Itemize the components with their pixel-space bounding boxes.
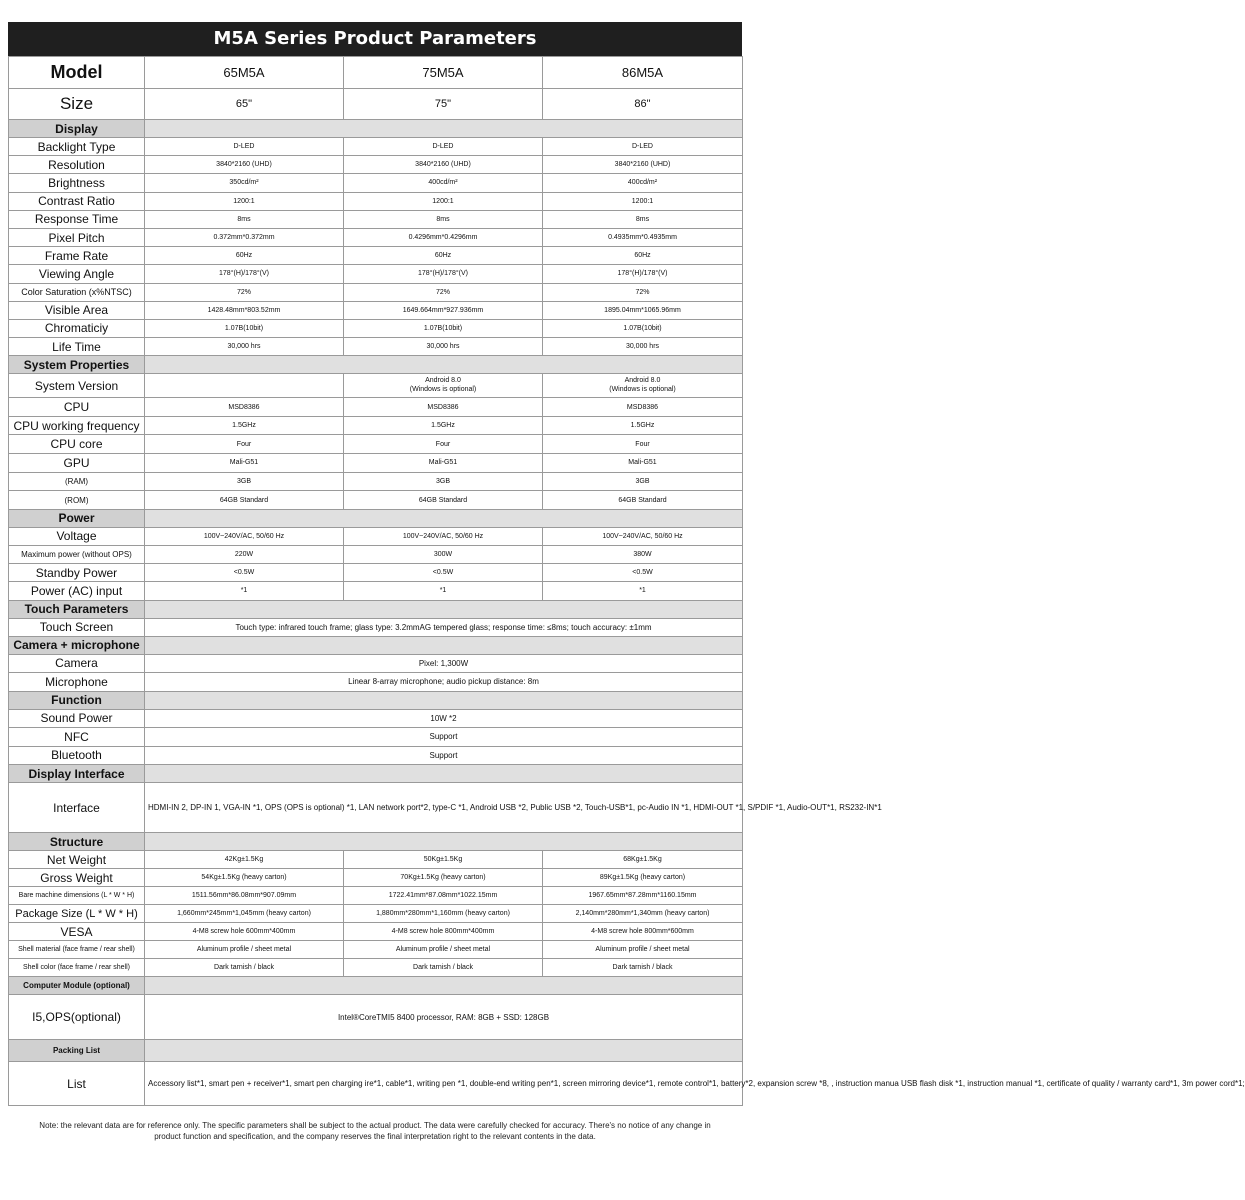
spec-label: (RAM) xyxy=(9,472,145,491)
spec-value: 178°(H)/178°(V) xyxy=(543,265,743,283)
spec-value: 1511.56mm*86.08mm*907.09mm xyxy=(145,887,344,905)
model-label: Model xyxy=(9,57,145,89)
spec-value: 54Kg±1.5Kg (heavy carton) xyxy=(145,869,344,887)
spec-sheet xyxy=(8,22,1245,1106)
spec-value: 300W xyxy=(344,546,543,564)
table-row xyxy=(9,228,743,246)
spec-value: Aluminum profile / sheet metal xyxy=(145,941,344,959)
section-fill xyxy=(145,120,743,138)
section-title-touch: Touch Parameters xyxy=(9,600,145,618)
spec-value: <0.5W xyxy=(344,564,543,582)
section-row-power xyxy=(9,509,743,527)
spec-value: 72% xyxy=(543,283,743,301)
table-row xyxy=(9,923,743,941)
spec-label: Power (AC) input xyxy=(9,582,145,600)
spec-value: *1 xyxy=(344,582,543,600)
table-row xyxy=(9,995,743,1040)
spec-value: 1.5GHz xyxy=(145,416,344,435)
spec-value: 1.5GHz xyxy=(543,416,743,435)
spec-value: Touch type: infrared touch frame; glass type: 3.2mmAG tempered glass; response time: ≤8ms; touch accuracy: ±1mm xyxy=(145,618,743,636)
section-fill xyxy=(145,977,743,995)
spec-value: Aluminum profile / sheet metal xyxy=(543,941,743,959)
spec-value: 3GB xyxy=(543,472,743,491)
spec-value: 400cd/m² xyxy=(344,174,543,192)
spec-value: Intel®CoreTMI5 8400 processor, RAM: 8GB + SSD: 128GB xyxy=(145,995,743,1040)
spec-label: Gross Weight xyxy=(9,869,145,887)
spec-value: 64GB Standard xyxy=(145,491,344,510)
section-fill xyxy=(145,636,743,654)
spec-value: Pixel: 1,300W xyxy=(145,654,743,673)
spec-label: Shell material (face frame / rear shell) xyxy=(9,941,145,959)
table-row xyxy=(9,654,743,673)
spec-value: <0.5W xyxy=(145,564,344,582)
os-name: Android 8.0 xyxy=(624,377,661,385)
table-row xyxy=(9,564,743,582)
spec-label: Viewing Angle xyxy=(9,265,145,283)
section-fill xyxy=(145,765,743,783)
size-value: 86" xyxy=(543,89,743,120)
spec-label: Visible Area xyxy=(9,301,145,319)
spec-value: 3840*2160 (UHD) xyxy=(543,156,743,174)
section-title-system: System Properties xyxy=(9,356,145,374)
disclaimer-note: Note: the relevant data are for reference only. The specific parameters shall be subject to the actual product. The data were carefully checked for accuracy. There's no notice of any change in product function and specification, and the company reserves the final interpretation right to the relevant contents in the data. xyxy=(39,1121,711,1142)
spec-value: 64GB Standard xyxy=(543,491,743,510)
spec-value: Mali-G51 xyxy=(344,454,543,473)
spec-value: 3GB xyxy=(145,472,344,491)
spec-value: 220W xyxy=(145,546,344,564)
section-row-packing xyxy=(9,1040,743,1062)
table-row xyxy=(9,887,743,905)
os-note: (Windows is optional) xyxy=(409,385,477,393)
spec-value: 0.372mm*0.372mm xyxy=(145,228,344,246)
spec-label: Sound Power xyxy=(9,709,145,728)
spec-value xyxy=(344,374,543,398)
spec-value: 68Kg±1.5Kg xyxy=(543,851,743,869)
table-row xyxy=(9,959,743,977)
spec-label: Color Saturation (x%NTSC) xyxy=(9,283,145,301)
table-row xyxy=(9,374,743,398)
section-title-power: Power xyxy=(9,509,145,527)
model-row xyxy=(9,57,743,89)
table-row xyxy=(9,527,743,545)
spec-value: 64GB Standard xyxy=(344,491,543,510)
size-row xyxy=(9,89,743,120)
spec-label: (ROM) xyxy=(9,491,145,510)
table-row xyxy=(9,869,743,887)
size-value: 65" xyxy=(145,89,344,120)
spec-value: 4-M8 screw hole 800mm*400mm xyxy=(344,923,543,941)
section-row-computer xyxy=(9,977,743,995)
model-name: 65M5A xyxy=(145,57,344,89)
spec-value: 178°(H)/178°(V) xyxy=(145,265,344,283)
spec-label: Voltage xyxy=(9,527,145,545)
table-row xyxy=(9,265,743,283)
spec-value: 1200:1 xyxy=(344,192,543,210)
spec-value: <0.5W xyxy=(543,564,743,582)
spec-value: Linear 8-array microphone; audio pickup distance: 8m xyxy=(145,673,743,692)
spec-value: 380W xyxy=(543,546,743,564)
spec-value: 42Kg±1.5Kg xyxy=(145,851,344,869)
table-row xyxy=(9,673,743,692)
section-row-display xyxy=(9,120,743,138)
table-row xyxy=(9,319,743,337)
spec-value: Mali-G51 xyxy=(145,454,344,473)
table-row xyxy=(9,283,743,301)
section-title-packing: Packing List xyxy=(9,1040,145,1062)
table-row xyxy=(9,416,743,435)
spec-label: CPU core xyxy=(9,435,145,454)
table-row xyxy=(9,783,743,833)
section-row-touch xyxy=(9,600,743,618)
table-row xyxy=(9,138,743,156)
spec-label: Package Size (L * W * H) xyxy=(9,905,145,923)
spec-label: Interface xyxy=(9,783,145,833)
table-row xyxy=(9,851,743,869)
spec-label: Bare machine dimensions (L * W * H) xyxy=(9,887,145,905)
spec-value: 60Hz xyxy=(344,247,543,265)
table-row xyxy=(9,398,743,417)
section-row-interface xyxy=(9,765,743,783)
table-row xyxy=(9,435,743,454)
spec-value: 4-M8 screw hole 600mm*400mm xyxy=(145,923,344,941)
page-title: M5A Series Product Parameters xyxy=(8,22,742,56)
spec-value: 400cd/m² xyxy=(543,174,743,192)
spec-value: 1.5GHz xyxy=(344,416,543,435)
spec-value: Four xyxy=(145,435,344,454)
section-fill xyxy=(145,1040,743,1062)
spec-value: 4-M8 screw hole 800mm*600mm xyxy=(543,923,743,941)
section-fill xyxy=(145,600,743,618)
size-label: Size xyxy=(9,89,145,120)
spec-label: Shell color (face frame / rear shell) xyxy=(9,959,145,977)
table-row xyxy=(9,582,743,600)
spec-value: MSD8386 xyxy=(344,398,543,417)
spec-value: Support xyxy=(145,728,743,747)
table-row xyxy=(9,301,743,319)
spec-value: Dark tarnish / black xyxy=(543,959,743,977)
spec-value: 50Kg±1.5Kg xyxy=(344,851,543,869)
table-row xyxy=(9,472,743,491)
table-row xyxy=(9,210,743,228)
table-row xyxy=(9,728,743,747)
spec-value: 1722.41mm*87.08mm*1022.15mm xyxy=(344,887,543,905)
spec-label: CPU xyxy=(9,398,145,417)
spec-value: 100V~240V/AC, 50/60 Hz xyxy=(543,527,743,545)
section-title-computer: Computer Module (optional) xyxy=(9,977,145,995)
spec-label: Resolution xyxy=(9,156,145,174)
table-row xyxy=(9,192,743,210)
spec-value: 60Hz xyxy=(543,247,743,265)
spec-value: 178°(H)/178°(V) xyxy=(344,265,543,283)
spec-label: Backlight Type xyxy=(9,138,145,156)
spec-label: NFC xyxy=(9,728,145,747)
spec-value: 1428.48mm*803.52mm xyxy=(145,301,344,319)
spec-value: 2,140mm*280mm*1,340mm (heavy carton) xyxy=(543,905,743,923)
spec-value: 1967.65mm*87.28mm*1160.15mm xyxy=(543,887,743,905)
spec-label: I5,OPS(optional) xyxy=(9,995,145,1040)
spec-value: 72% xyxy=(344,283,543,301)
spec-value: D-LED xyxy=(543,138,743,156)
spec-label: Life Time xyxy=(9,338,145,356)
spec-value: 8ms xyxy=(543,210,743,228)
section-row-function xyxy=(9,691,743,709)
os-note: (Windows is optional) xyxy=(609,385,676,393)
spec-value: 30,000 hrs xyxy=(145,338,344,356)
spec-value: 0.4296mm*0.4296mm xyxy=(344,228,543,246)
spec-label: Response Time xyxy=(9,210,145,228)
spec-value: 100V~240V/AC, 50/60 Hz xyxy=(344,527,543,545)
section-fill xyxy=(145,356,743,374)
table-row xyxy=(9,905,743,923)
spec-value: 30,000 hrs xyxy=(543,338,743,356)
table-row xyxy=(9,156,743,174)
spec-label: Touch Screen xyxy=(9,618,145,636)
table-row xyxy=(9,941,743,959)
spec-value xyxy=(543,374,743,398)
os-name: Android 8.0 xyxy=(425,377,461,385)
spec-label: Net Weight xyxy=(9,851,145,869)
spec-label: Frame Rate xyxy=(9,247,145,265)
spec-value: 30,000 hrs xyxy=(344,338,543,356)
section-row-system xyxy=(9,356,743,374)
spec-label: List xyxy=(9,1062,145,1106)
section-fill xyxy=(145,691,743,709)
section-row-structure xyxy=(9,833,743,851)
spec-value: 1200:1 xyxy=(145,192,344,210)
section-fill xyxy=(145,509,743,527)
spec-value: 60Hz xyxy=(145,247,344,265)
section-title-interface: Display Interface xyxy=(9,765,145,783)
spec-value: 1649.664mm*927.936mm xyxy=(344,301,543,319)
section-row-camera xyxy=(9,636,743,654)
spec-value: Accessory list*1, smart pen + receiver*1, smart pen charging ire*1, cable*1, writing pen *1, double-end writing pen*1, screen mirroring device*1, remote control*1, battery*2, expansion screw *8, , instruction manua USB flash disk *1, instruction manual *1, certificate of quality / warranty card*1, 3m power cord*1; xyxy=(145,1062,743,1106)
table-row xyxy=(9,174,743,192)
spec-label: GPU xyxy=(9,454,145,473)
model-name: 75M5A xyxy=(344,57,543,89)
spec-value: 1,880mm*280mm*1,160mm (heavy carton) xyxy=(344,905,543,923)
spec-value: 3840*2160 (UHD) xyxy=(145,156,344,174)
spec-value: 70Kg±1.5Kg (heavy carton) xyxy=(344,869,543,887)
spec-value: Dark tarnish / black xyxy=(344,959,543,977)
spec-value: *1 xyxy=(145,582,344,600)
spec-value: 100V~240V/AC, 50/60 Hz xyxy=(145,527,344,545)
spec-value: 1,660mm*245mm*1,045mm (heavy carton) xyxy=(145,905,344,923)
table-row xyxy=(9,1062,743,1106)
spec-value: 1200:1 xyxy=(543,192,743,210)
spec-value: 1.07B(10bit) xyxy=(543,319,743,337)
spec-value: 89Kg±1.5Kg (heavy carton) xyxy=(543,869,743,887)
section-title-display: Display xyxy=(9,120,145,138)
spec-value: Four xyxy=(543,435,743,454)
spec-label: Chromaticiy xyxy=(9,319,145,337)
spec-label: Standby Power xyxy=(9,564,145,582)
spec-value: 8ms xyxy=(344,210,543,228)
spec-value: MSD8386 xyxy=(543,398,743,417)
table-row xyxy=(9,491,743,510)
spec-label: Contrast Ratio xyxy=(9,192,145,210)
spec-value: Four xyxy=(344,435,543,454)
table-row xyxy=(9,709,743,728)
spec-value: HDMI-IN 2, DP-IN 1, VGA-IN *1, OPS (OPS is optional) *1, LAN network port*2, type-C *1, Android USB *2, Public USB *2, Touch-USB*1, pc-Audio IN *1, HDMI-OUT *1, S/PDIF *1, Audio-OUT*1, RS232-IN*1 xyxy=(145,783,743,833)
spec-value: Support xyxy=(145,746,743,765)
model-name: 86M5A xyxy=(543,57,743,89)
table-row xyxy=(9,746,743,765)
table-row xyxy=(9,338,743,356)
spec-label: Brightness xyxy=(9,174,145,192)
spec-label: CPU working frequency xyxy=(9,416,145,435)
spec-value: 1.07B(10bit) xyxy=(145,319,344,337)
spec-label: Microphone xyxy=(9,673,145,692)
spec-value: 10W *2 xyxy=(145,709,743,728)
spec-value: 1895.04mm*1065.96mm xyxy=(543,301,743,319)
section-fill xyxy=(145,833,743,851)
table-row xyxy=(9,454,743,473)
spec-value: Dark tarnish / black xyxy=(145,959,344,977)
spec-value: 1.07B(10bit) xyxy=(344,319,543,337)
spec-label: Bluetooth xyxy=(9,746,145,765)
spec-label: VESA xyxy=(9,923,145,941)
spec-label: Maximum power (without OPS) xyxy=(9,546,145,564)
spec-value: 72% xyxy=(145,283,344,301)
spec-value: Aluminum profile / sheet metal xyxy=(344,941,543,959)
spec-label: Pixel Pitch xyxy=(9,228,145,246)
parameters-table xyxy=(8,56,1245,1106)
section-title-function: Function xyxy=(9,691,145,709)
section-title-structure: Structure xyxy=(9,833,145,851)
spec-value: 8ms xyxy=(145,210,344,228)
spec-value xyxy=(145,374,344,398)
spec-value: Mali-G51 xyxy=(543,454,743,473)
table-row xyxy=(9,546,743,564)
spec-value: *1 xyxy=(543,582,743,600)
spec-value: 3GB xyxy=(344,472,543,491)
spec-value: D-LED xyxy=(145,138,344,156)
table-row xyxy=(9,618,743,636)
spec-label: System Version xyxy=(9,374,145,398)
spec-value: MSD8386 xyxy=(145,398,344,417)
spec-value: 3840*2160 (UHD) xyxy=(344,156,543,174)
spec-value: D-LED xyxy=(344,138,543,156)
spec-value: 350cd/m² xyxy=(145,174,344,192)
table-row xyxy=(9,247,743,265)
size-value: 75" xyxy=(344,89,543,120)
spec-value: 0.4935mm*0.4935mm xyxy=(543,228,743,246)
spec-label: Camera xyxy=(9,654,145,673)
section-title-camera: Camera + microphone xyxy=(9,636,145,654)
